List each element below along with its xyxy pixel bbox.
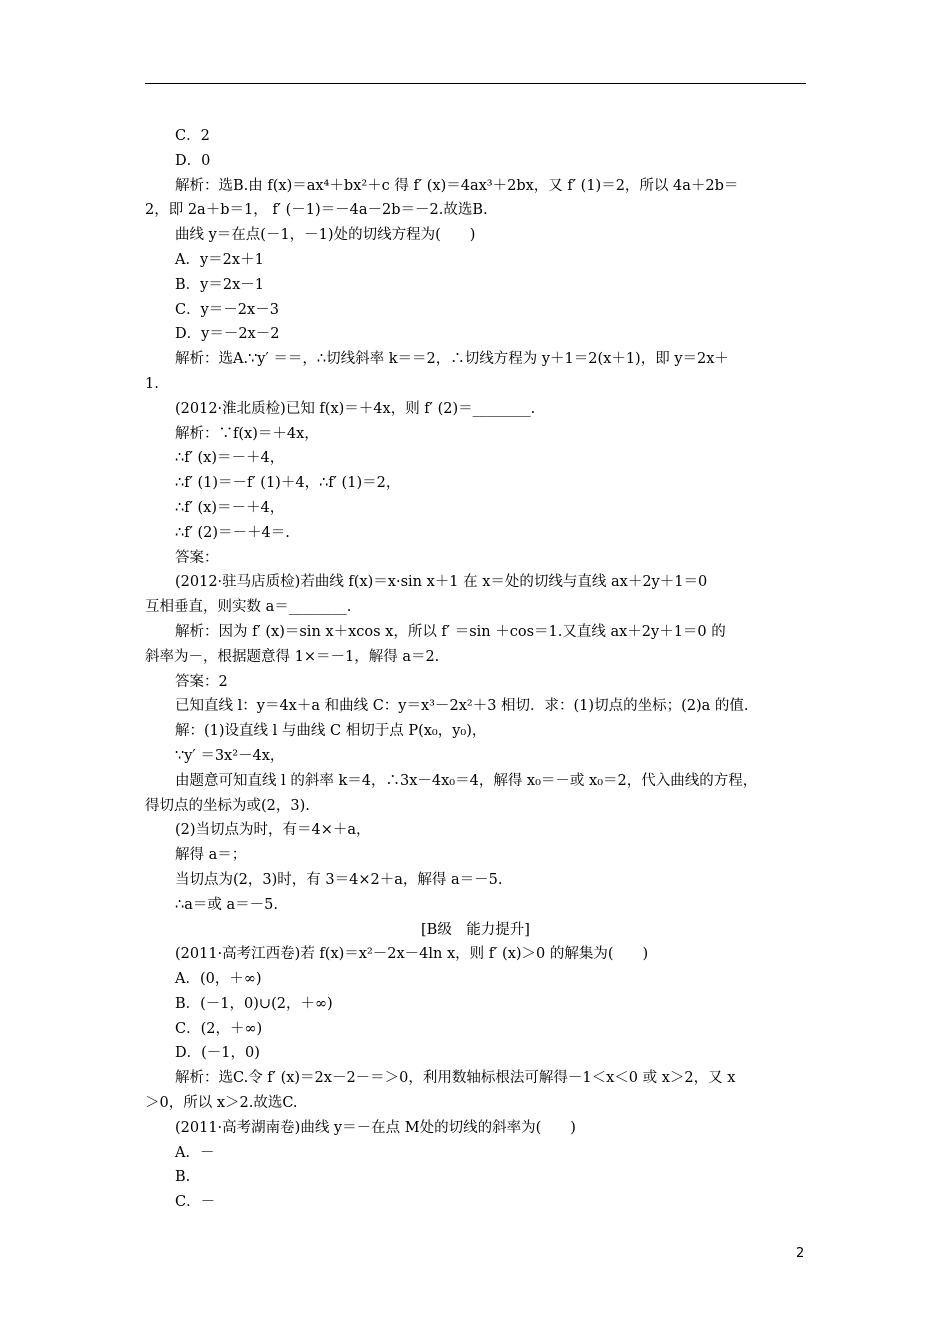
text-line: (2011·高考江西卷)若 f(x)＝x²－2x－4ln x，则 f′ (x)＞0 的解集为( ) [175,946,649,963]
text-line: 解得 a＝； [175,847,247,864]
text-line: B．(－1，0)∪(2，＋∞) [175,995,333,1012]
text-line: 1. [145,375,159,392]
text-line: A．－ [175,1144,215,1161]
text-line: B. [175,1169,191,1186]
text-line: 解析：选C.令 f′ (x)＝2x－2－＝＞0，利用数轴标根法可解得－1＜x＜0 或 x＞2，又 x [175,1070,736,1087]
text-line: ＞0，所以 x＞2.故选C. [145,1095,298,1112]
text-line: (2011·高考湖南卷)曲线 y＝－在点 M处的切线的斜率为( ) [175,1119,576,1136]
text-line: D．y＝－2x－2 [175,326,280,343]
text-line: 互相垂直，则实数 a＝________. [145,599,352,616]
text-line: A．(0，＋∞) [175,971,262,988]
text-line: 由题意可知直线 l 的斜率 k＝4，∴3x－4x₀＝4，解得 x₀＝－或 x₀＝2，代入曲线的方程， [175,772,758,789]
text-line: 解：(1)设直线 l 与曲线 C 相切于点 P(x₀，y₀)， [175,723,487,740]
text-line: C．(2，＋∞) [175,1020,263,1037]
text-line: D．0 [175,152,211,169]
text-line: C．y＝－2x－3 [175,301,279,318]
text-line: 解析：选B.由 f(x)＝ax⁴＋bx²＋c 得 f′ (x)＝4ax³＋2bx，又 f′ (1)＝2，所以 4a＋2b＝ [175,177,739,194]
text-line: 已知直线 l：y＝4x＋a 和曲线 C：y＝x³－2x²＋3 相切．求：(1)切点的坐标；(2)a 的值. [175,698,749,715]
text-line: ∴a＝或 a＝－5. [175,896,278,913]
text-line: 曲线 y＝在点(－1，－1)处的切线方程为( ) [175,227,476,244]
text-line: 斜率为－，根据题意得 1×＝－1，解得 a＝2. [145,648,440,665]
text-line: D．(－1，0) [175,1045,260,1062]
text-line: 答案： [175,549,219,566]
text-line: (2012·驻马店质检)若曲线 f(x)＝x·sin x＋1 在 x＝处的切线与直线 ax＋2y＋1＝0 [175,574,708,591]
text-line: 当切点为(2，3)时，有 3＝4×2＋a，解得 a＝－5. [175,871,503,888]
section-heading: [B级 能力提升] [421,921,530,938]
text-line: A．y＝2x＋1 [175,251,264,268]
text-line: 解析：∵f(x)＝＋4x， [175,425,319,442]
header-rule [145,83,806,84]
text-line: 解析：因为 f′ (x)＝sin x＋xcos x，所以 f′ ＝sin ＋cos＝1.又直线 ax＋2y＋1＝0 的 [175,623,726,640]
text-line: C．2 [175,128,210,144]
text-line: 得切点的坐标为或(2，3). [145,797,310,814]
page-number: 2 [796,1246,805,1261]
text-line: ∵y′ ＝3x²－4x， [175,747,285,764]
text-line: (2012·淮北质检)已知 f(x)＝＋4x，则 f′ (2)＝________. [175,400,536,417]
text-line: 解析：选A.∵y′ ＝＝，∴切线斜率 k＝＝2，∴切线方程为 y＋1＝2(x＋1)，即 y＝2x＋ [175,351,729,368]
text-line: B．y＝2x－1 [175,276,264,293]
text-line: ∴f′ (1)＝－f′ (1)＋4，∴f′ (1)＝2， [175,475,401,492]
text-line: 答案：2 [175,673,228,690]
document-body [145,124,806,1215]
text-line: ∴f′ (x)＝－＋4， [175,499,285,516]
text-line: C．－ [175,1194,216,1211]
text-line: ∴f′ (2)＝－＋4＝. [175,524,290,541]
text-line: ∴f′ (x)＝－＋4， [175,450,285,467]
text-line: 2，即 2a＋b＝1， f′ (－1)＝－4a－2b＝－2.故选B. [145,202,488,219]
text-line: (2)当切点为时，有＝4×＋a， [175,822,371,839]
